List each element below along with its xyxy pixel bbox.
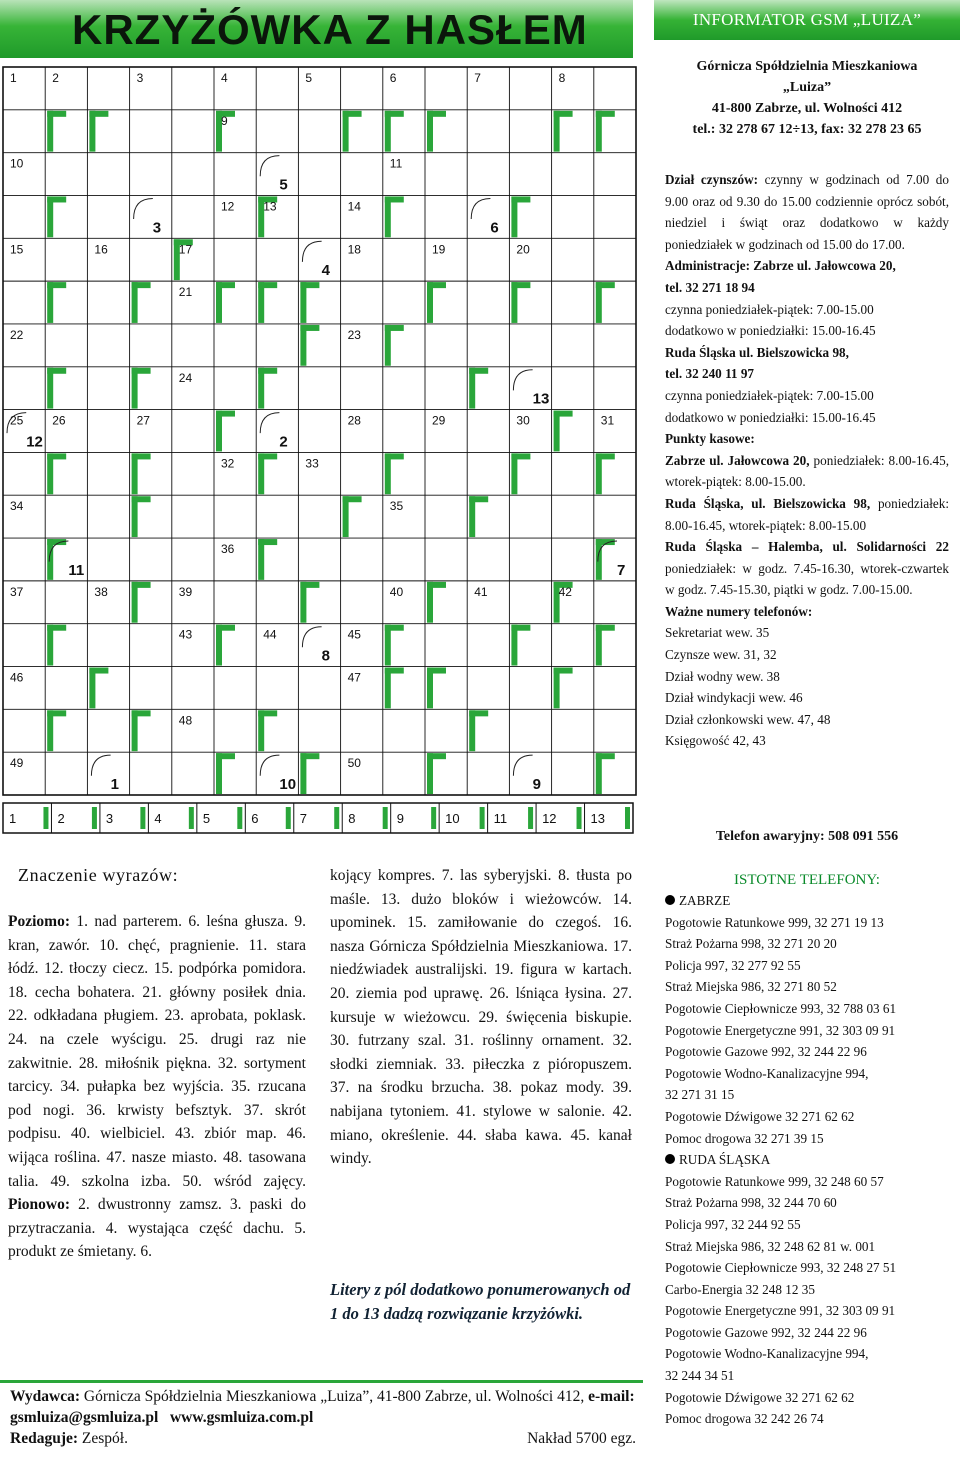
clues-heading: Znaczenie wyrazów: (18, 865, 179, 885)
clue-number: 50 (347, 756, 361, 771)
phone-line: Straż Miejska 986, 32 248 62 81 w. 001 (665, 1238, 876, 1254)
clue-number: 11 (389, 156, 403, 171)
arrow-marker (554, 668, 573, 674)
clue-number: 31 (600, 413, 615, 428)
ruda-hours: dodatkowo w poniedziałki: 15.00-16.45 (665, 409, 876, 425)
arrow-marker (132, 710, 151, 716)
email-link[interactable]: e-mail: gsmluiza@gsmluiza.pl (10, 1388, 635, 1426)
arrow-marker (427, 282, 433, 323)
answer-marker (286, 807, 291, 829)
arrow-marker (216, 282, 222, 323)
clue-number: 36 (221, 542, 235, 557)
solution-number: 4 (321, 262, 330, 280)
clue-number: 43 (178, 627, 193, 642)
phone-line: Pogotowie Dźwigowe 32 271 62 62 (665, 1108, 855, 1124)
arrow-marker (132, 368, 151, 374)
clue-number: 12 (221, 199, 235, 214)
arrow-marker (385, 325, 404, 331)
extension-line: Sekretariat wew. 35 (665, 625, 770, 641)
answer-frame (3, 803, 633, 833)
clue-number: 33 (305, 456, 319, 471)
solution-number: 6 (490, 219, 499, 237)
extension-line: Dział windykacji wew. 46 (665, 690, 803, 706)
arrow-marker (47, 196, 66, 202)
publisher-text: Górnicza Spółdzielnia Mieszkaniowa „Luiza”, 41-800 Zabrze, ul. Wolności 412, (83, 1388, 585, 1405)
solution-number: 11 (68, 561, 85, 579)
clue-number: 49 (10, 756, 24, 771)
phone-line: Carbo-Energia 32 248 12 35 (665, 1281, 815, 1297)
cash-points-label: Punkty kasowe: (665, 431, 755, 447)
arrow-marker (427, 753, 433, 794)
clue-number: 32 (221, 456, 235, 471)
phone-line: Pogotowie Dźwigowe 32 271 62 62 (665, 1389, 855, 1405)
arrow-marker (258, 539, 264, 580)
phone-line: Pomoc drogowa 32 242 26 74 (665, 1411, 824, 1427)
clue-number: 8 (558, 71, 566, 85)
clue-number: 25 (10, 413, 24, 428)
arrow-marker (511, 453, 517, 494)
arrow-marker (300, 325, 319, 331)
arrow-marker (258, 282, 264, 323)
arrow-marker (343, 496, 362, 502)
info-banner (654, 0, 960, 40)
ruda-hours: czynna poniedziałek-piątek: 7.00-15.00 (665, 387, 874, 403)
arrow-marker (427, 668, 446, 674)
admin-label: Administracje: Zabrze ul. Jałowcowa 20, (665, 258, 896, 274)
clue-number: 13 (263, 199, 277, 214)
arrow-marker (132, 282, 151, 288)
cash-point (665, 493, 949, 536)
clues-column-2: kojący kompres. 7. las syberyjski. 8. tłusta po maśle. 13. dużo bloków i wieżowców. 14. upominek. 15. zamiłowanie do czegoś. 16. nasza Górnicza Spółdzielnia Mieszkaniowa. 17. niedźwiadek australijski. 19. figura w kartach. 20. ziemia pod uprawę. 26. lśniąca łysina. 27. kursuje w wieżowcu. 29. święcenia biskupie. 30. futrzany szal. 31. roślinny ornament. 32. słodki ziemniak. 33. piłeczka z pióropuszem. 37. na środku brzucha. 38. pokaz mody. 39. nabijana tytoniem. 41. stylowe w salonie. 42. miano, określenie. 44. słaba kawa. 45. kanał windy. (330, 867, 632, 1168)
clue-number: 46 (10, 670, 24, 685)
arrow-marker (385, 625, 404, 631)
arrow-marker (385, 625, 391, 666)
phones-heading: ISTOTNE TELEFONY: (734, 872, 880, 888)
clue-number: 21 (178, 285, 193, 300)
phone-line: 32 271 31 15 (665, 1087, 735, 1103)
arrow-marker (300, 282, 319, 288)
admin-hours: dodatkowo w poniedziałki: 15.00-16.45 (665, 323, 876, 339)
phone-line: Pogotowie Ciepłownicze 993, 32 788 03 61 (665, 1000, 897, 1016)
arrow-marker (300, 282, 306, 323)
arrow-marker (216, 411, 235, 417)
clues-column-1 (8, 910, 306, 1264)
clue-number: 48 (178, 713, 193, 728)
cash-point (665, 450, 949, 493)
arrow-marker (385, 668, 404, 674)
arrow-marker (343, 496, 349, 537)
clue-number: 35 (389, 499, 404, 514)
clue-number: 18 (347, 242, 361, 257)
coop-line: Górnicza Spółdzielnia Mieszkaniowa (696, 59, 918, 74)
clue-number: 38 (94, 584, 108, 599)
arrow-marker (427, 668, 433, 709)
publisher-label: Wydawca: (10, 1388, 81, 1405)
city-label: ZABRZE (679, 893, 731, 908)
arrow-marker (385, 111, 391, 152)
answer-number: 9 (396, 811, 404, 826)
arrow-marker (47, 539, 53, 580)
down-label: Pionowo: (8, 1196, 70, 1214)
clue-number: 39 (178, 584, 193, 599)
clue-number: 14 (347, 199, 361, 214)
arrow-marker (132, 710, 138, 751)
arrow-marker (47, 710, 66, 716)
solution-number: 8 (321, 647, 330, 665)
arrow-marker (427, 111, 433, 152)
arrow-marker (258, 710, 264, 751)
rent-dept-paragraph (665, 169, 949, 255)
admin-tel: tel. 32 271 18 94 (665, 279, 755, 295)
clue-number: 10 (10, 156, 24, 171)
clue-number: 34 (10, 499, 24, 514)
clue-number: 2 (52, 71, 59, 85)
answer-number: 13 (590, 811, 606, 826)
arrow-marker (258, 539, 277, 545)
answer-marker (480, 807, 485, 829)
arrow-marker (47, 282, 66, 288)
phone-line: Straż Pożarna 998, 32 244 70 60 (665, 1195, 837, 1211)
coop-line: tel.: 32 278 67 12÷13, fax: 32 278 23 65 (692, 122, 922, 137)
coop-line: „Luiza” (782, 80, 832, 95)
arrow-marker (216, 282, 235, 288)
solution-hint: Litery z pól dodatkowo ponumerowanych od 1 do 13 dadzą rozwiązanie krzyżówki. (330, 1280, 631, 1323)
answer-number: 11 (493, 811, 508, 826)
arrow-marker (132, 453, 151, 459)
clue-number: 27 (136, 413, 150, 428)
solution-number: 7 (617, 561, 626, 579)
arrow-marker (511, 453, 530, 459)
solution-number: 5 (279, 176, 288, 194)
arrow-marker (216, 753, 222, 794)
circulation: Nakład 5700 egz. (527, 1430, 636, 1447)
solution-number: 13 (532, 390, 550, 408)
arrow-marker (47, 282, 53, 323)
answer-marker (237, 807, 242, 829)
solution-number: 12 (26, 433, 43, 451)
down-clues-part-1: 2. dwustronny zamsz. 3. paski do przytraczania. 4. wystająca część dachu. 5. produkt ze śmietany. 6. (8, 1196, 307, 1261)
extension-line: Dział członkowski wew. 47, 48 (665, 711, 831, 727)
editor-label: Redaguje: (10, 1430, 79, 1447)
arrow-marker (300, 582, 306, 623)
answer-marker (140, 807, 145, 829)
phone-line: Pogotowie Energetyczne 991, 32 303 09 91 (665, 1303, 896, 1319)
zabrze-phone-list (665, 912, 949, 1150)
arrow-marker (596, 625, 602, 666)
arrow-marker (469, 368, 475, 409)
arrow-marker (47, 111, 53, 152)
clue-number: 3 (136, 71, 144, 85)
arrow-marker (132, 282, 138, 323)
answer-marker (334, 807, 339, 829)
office-hours (665, 169, 949, 752)
clue-number: 41 (474, 584, 488, 599)
city-heading (665, 1149, 949, 1171)
arrow-marker (216, 411, 222, 452)
arrow-marker (343, 111, 349, 152)
arrow-marker (258, 368, 264, 409)
answer-number: 5 (202, 811, 211, 826)
arrow-marker (47, 625, 66, 631)
answer-marker (92, 807, 97, 829)
city-label: RUDA ŚLĄSKA (679, 1152, 771, 1168)
arrow-marker (554, 111, 573, 117)
clue-number: 40 (389, 584, 404, 599)
answer-number: 10 (445, 811, 460, 826)
clue-number: 37 (10, 584, 24, 599)
arrow-marker (385, 453, 404, 459)
ruda-tel: tel. 32 240 11 97 (665, 366, 755, 382)
arrow-marker (596, 539, 602, 580)
cooperative-address (665, 56, 949, 140)
arrow-marker (47, 453, 66, 459)
arrow-marker (554, 411, 560, 452)
arrow-marker (385, 111, 404, 117)
arrow-marker (300, 582, 319, 588)
phone-line: Pogotowie Wodno-Kanalizacyjne 994, (665, 1346, 869, 1362)
arrow-marker (596, 753, 615, 759)
clue-number: 24 (178, 370, 193, 385)
cash-point-label: Zabrze ul. Jałowcowa 20, (665, 452, 810, 468)
across-clues: 1. nad parterem. 6. leśna głusza. 9. kran, zawór. 10. chęć, pragnienie. 11. stara łódź. 12. tłoczy ciecz. 15. podpórka pomidora. 18. cecha bohatera. 21. główny posiłek dnia. 22. odkładana pługiem. 23. aprobata, poklask. 24. na czele wyścigu. 25. drugi raz nie zakwitnie. 28. miłośnik piękna. 32. sortyment tarcicy. 34. pułapka bez wyjścia. 35. rzucana pod nogi. 36. krwisty befsztyk. 37. skrót podpisu. 40. wielbiciel. 43. zbiór map. 46. wijąca roślina. 47. nasze miasto. 48. tasowana talia. 49. szkolna izba. 50. wśród zajęcy. (8, 913, 306, 1190)
answer-marker (383, 807, 388, 829)
arrow-marker (469, 368, 488, 374)
arrow-marker (469, 710, 488, 716)
clue-number: 47 (347, 670, 361, 685)
arrow-marker (47, 368, 53, 409)
answer-number: 12 (542, 811, 557, 826)
clue-number: 6 (389, 71, 397, 85)
info-banner-title: INFORMATOR GSM „LUIZA” (692, 10, 922, 29)
arrow-marker (554, 111, 560, 152)
arrow-marker (385, 668, 391, 709)
arrow-marker (132, 368, 138, 409)
across-label: Poziomo: (8, 913, 70, 930)
clue-number: 4 (221, 71, 228, 85)
ruda-phone-list (665, 1171, 949, 1430)
clue-number: 22 (10, 327, 24, 342)
answer-marker (189, 807, 194, 829)
arrow-marker (596, 625, 615, 631)
clue-number: 28 (347, 413, 361, 428)
cash-point-text: poniedziałek: w godz. 7.45-16.30, wtorek-czwartek w godz. 7.45-15.30, piątki w godz. 7.00-15.00. (665, 560, 949, 598)
answer-marker (431, 807, 436, 829)
arrow-marker (47, 111, 66, 117)
rent-dept-label: Dział czynszów: (665, 172, 759, 187)
answer-number: 2 (57, 811, 65, 826)
clue-number: 9 (221, 113, 228, 128)
arrow-marker (385, 325, 391, 366)
arrow-marker (300, 753, 306, 794)
extension-line: Czynsze wew. 31, 32 (665, 647, 777, 663)
phone-line: Pogotowie Ciepłownicze 993, 32 248 27 51 (665, 1260, 897, 1276)
phone-line: Pogotowie Gazowe 992, 32 244 22 96 (665, 1044, 867, 1060)
arrow-marker (385, 196, 404, 202)
clue-number: 16 (94, 242, 108, 257)
arrow-marker (511, 196, 517, 237)
answer-number: 6 (251, 811, 259, 826)
arrow-marker (385, 453, 391, 494)
arrow-marker (554, 668, 560, 709)
cash-point-label: Ruda Śląska – Halemba, ul. Solidarności 22 (665, 539, 949, 555)
arrow-marker (554, 411, 573, 417)
arrow-marker (343, 111, 362, 117)
arrow-marker (132, 496, 138, 537)
phone-line: Pogotowie Ratunkowe 999, 32 271 19 13 (665, 914, 884, 930)
answer-marker (625, 807, 630, 829)
phone-line: Pogotowie Ratunkowe 999, 32 248 60 57 (665, 1173, 884, 1189)
phone-line: Pomoc drogowa 32 271 39 15 (665, 1130, 824, 1146)
arrow-marker (258, 453, 264, 494)
phone-line: Policja 997, 32 244 92 55 (665, 1216, 801, 1232)
arrow-marker (511, 625, 517, 666)
arrow-marker (427, 111, 446, 117)
cash-point-text: poniedziałek: 8.00-16.45, wtorek-piątek: 8.00-15.00 (665, 495, 949, 533)
arrow-marker (469, 710, 475, 751)
clue-number: 42 (558, 584, 572, 599)
phone-line: Pogotowie Gazowe 992, 32 244 22 96 (665, 1324, 867, 1340)
ruda-label: Ruda Śląska ul. Bielszowicka 98, (665, 344, 849, 360)
clue-number: 5 (305, 71, 313, 85)
arrow-marker (596, 453, 602, 494)
arrow-marker (511, 282, 530, 288)
phone-line: Straż Miejska 986, 32 271 80 52 (665, 979, 837, 995)
arrow-marker (89, 668, 95, 709)
cash-point (665, 536, 949, 601)
answer-number: 1 (9, 811, 17, 826)
clue-number: 7 (474, 71, 481, 85)
emergency-phone: Telefon awaryjny: 508 091 556 (715, 829, 899, 844)
phone-line: Pogotowie Wodno-Kanalizacyjne 994, (665, 1065, 869, 1081)
arrow-marker (427, 582, 446, 588)
arrow-marker (89, 111, 95, 152)
arrow-marker (300, 753, 319, 759)
page-title: KRZYŻÓWKA Z HASŁEM (72, 6, 588, 53)
clue-number: 15 (10, 242, 24, 257)
arrow-marker (216, 625, 222, 666)
important-numbers-label: Ważne numery telefonów: (665, 603, 813, 619)
clue-number: 17 (178, 242, 193, 257)
phone-line: 32 244 34 51 (665, 1368, 735, 1384)
cash-point-label: Ruda Śląska, ul. Bielszowicka 98, (665, 495, 871, 511)
arrow-marker (216, 753, 235, 759)
arrow-marker (469, 496, 475, 537)
arrow-marker (258, 368, 277, 374)
clue-number: 19 (432, 242, 446, 257)
answer-number: 7 (299, 811, 308, 826)
solution-number: 1 (110, 776, 119, 793)
arrow-marker (132, 453, 138, 494)
arrow-marker (385, 196, 391, 237)
answer-marker (528, 807, 533, 829)
arrow-marker (427, 582, 433, 623)
arrow-marker (132, 582, 138, 623)
arrow-marker (596, 282, 602, 323)
arrow-marker (47, 625, 53, 666)
answer-marker (43, 807, 48, 829)
solution-number: 10 (279, 776, 297, 793)
clue-number: 45 (347, 627, 361, 642)
answer-number: 3 (105, 811, 114, 826)
arrow-marker (132, 582, 151, 588)
arrow-marker (47, 453, 53, 494)
footer-text (10, 1386, 636, 1449)
bullet-icon (665, 895, 675, 905)
arrow-marker (427, 753, 446, 759)
arrow-marker (47, 368, 66, 374)
arrow-marker (596, 111, 602, 152)
arrow-marker (596, 282, 615, 288)
extension-line: Księgowość 42, 43 (665, 733, 766, 749)
arrow-marker (216, 625, 235, 631)
admin-hours: czynna poniedziałek-piątek: 7.00-15.00 (665, 301, 874, 317)
website-link[interactable]: www.gsmluiza.com.pl (169, 1409, 314, 1426)
answer-number: 4 (154, 811, 162, 826)
arrow-marker (132, 496, 151, 502)
clue-number: 44 (263, 627, 277, 642)
arrow-marker (300, 325, 306, 366)
crossword-grid (0, 60, 650, 840)
bullet-icon (665, 1154, 675, 1164)
city-heading (665, 890, 949, 912)
clue-number: 29 (432, 413, 446, 428)
arrow-marker (511, 282, 517, 323)
arrow-marker (47, 196, 53, 237)
rent-dept-text: czynny w godzinach od 7.00 do 9.00 oraz od 9.30 do 15.00 codziennie oprócz sobót, niedziel i świąt oraz dodatkowo w każdy poniedziałek w godzinach od 15.00 do 17.00. (665, 172, 949, 252)
clue-number: 26 (52, 413, 66, 428)
clue-number: 1 (10, 71, 17, 85)
clue-number: 30 (516, 413, 530, 428)
phone-line: Policja 997, 32 277 92 55 (665, 957, 801, 973)
arrow-marker (511, 196, 530, 202)
arrow-marker (47, 710, 53, 751)
answer-marker (577, 807, 582, 829)
phone-line: Pogotowie Energetyczne 991, 32 303 09 91 (665, 1022, 896, 1038)
arrow-marker (258, 710, 277, 716)
solution-number: 9 (532, 776, 541, 793)
solution-number: 2 (279, 433, 288, 451)
arrow-marker (427, 282, 446, 288)
answer-number: 8 (348, 811, 356, 826)
clue-number: 20 (516, 242, 530, 257)
coop-line: 41-800 Zabrze, ul. Wolności 412 (711, 101, 903, 116)
grid-frame (3, 67, 636, 795)
phones-list (665, 890, 949, 1430)
extension-line: Dział wodny wew. 38 (665, 668, 780, 684)
cash-point-text: poniedziałek: 8.00-16.45, wtorek-piątek: 8.00-15.00. (665, 452, 949, 490)
editor-text: Zespół. (81, 1430, 128, 1447)
arrow-marker (258, 453, 277, 459)
arrow-marker (89, 668, 108, 674)
arrow-marker (511, 625, 530, 631)
arrow-marker (596, 753, 602, 794)
phone-line: Straż Pożarna 998, 32 271 20 20 (665, 936, 837, 952)
arrow-marker (596, 453, 615, 459)
arrow-marker (258, 282, 277, 288)
arrow-marker (596, 111, 615, 117)
arrow-marker (89, 111, 108, 117)
arrow-marker (469, 496, 488, 502)
solution-number: 3 (152, 219, 162, 237)
clue-number: 23 (347, 327, 361, 342)
